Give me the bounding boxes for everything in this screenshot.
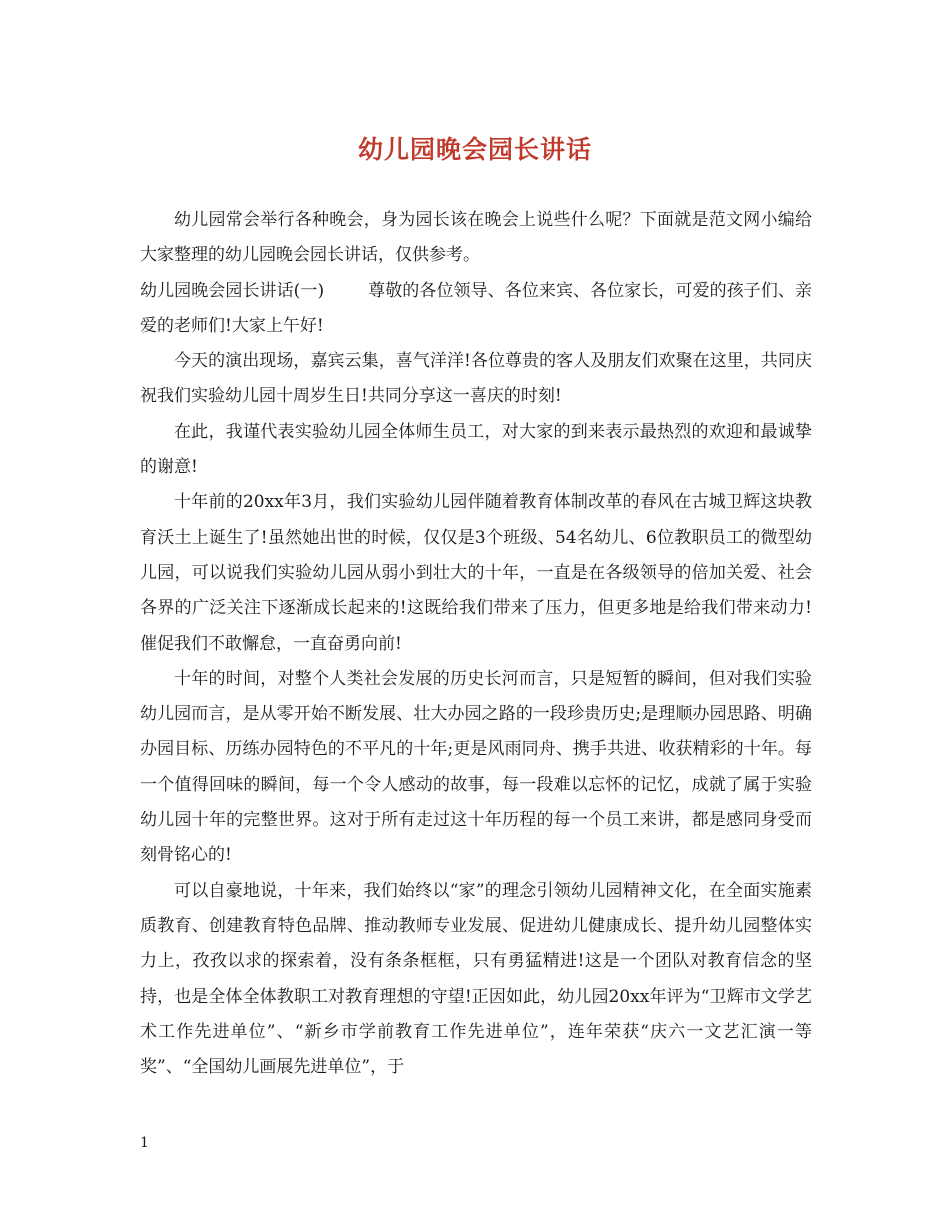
paragraph-welcome: 在此，我谨代表实验幼儿园全体师生员工，对大家的到来表示最热烈的欢迎和最诚挚的谢意!	[140, 421, 812, 478]
section-heading: 幼儿园晚会园长讲话(一)	[140, 280, 325, 301]
paragraph-history: 十年前的20xx年3月，我们实验幼儿园伴随着教育体制改革的春风在古城卫辉这块教育沃土上诞生了!虽然她出世的时候，仅仅是3个班级、54名幼儿、6位教职员工的微型幼儿园，可以说我们实验幼儿园从弱小到壮大的十年，一直是在各级领导的倍加关爱、社会各界的广泛关注下逐渐成长起来的!这既给我们带来了压力，但更多地是给我们带来动力!催促我们不敢懈怠，一直奋勇向前!	[140, 492, 812, 654]
paragraph-celebration: 今天的演出现场，嘉宾云集，喜气洋洋!各位尊贵的客人及朋友们欢聚在这里，共同庆祝我们实验幼儿园十周岁生日!共同分享这一喜庆的时刻!	[140, 351, 812, 407]
paragraph-ten-years: 十年的时间，对整个人类社会发展的历史长河而言，只是短暂的瞬间，但对我们实验幼儿园而言，是从零开始不断发展、壮大办园之路的一段珍贵历史;是理顺办园思路、明确办园目标、历练办园特色的不平凡的十年;更是风雨同舟、携手共进、收获精彩的十年。每一个值得回味的瞬间，每一个令人感动的故事，每一段难以忘怀的记忆，成就了属于实验幼儿园十年的完整世界。这对于所有走过这十年历程的每一个员工来讲，都是感同身受而刻骨铭心的!	[140, 668, 812, 866]
speech-opening	[140, 274, 812, 345]
intro-paragraph: 幼儿园常会举行各种晚会，身为园长该在晚会上说些什么呢？下面就是范文网小编给大家整理的幼儿园晚会园长讲话，仅供参考。	[140, 210, 812, 266]
document-body	[140, 203, 812, 1085]
document-title: 幼儿园晚会园长讲话	[357, 135, 592, 164]
paragraph-achievements: 可以自豪地说，十年来，我们始终以“家”的理念引领幼儿园精神文化，在全面实施素质教育、创建教育特色品牌、推动教师专业发展、促进幼儿健康成长、提升幼儿园整体实力上，孜孜以求的探索着，没有条条框框，只有勇猛精进!这是一个团队对教育信念的坚持，也是全体全体教职工对教育理想的守望!正因如此，幼儿园20xx年评为“卫辉市文学艺术工作先进单位”、“新乡市学前教育工作先进单位”，连年荣获“庆六一文艺汇演一等奖”、“全国幼儿画展先进单位”，于	[140, 880, 812, 1078]
page-number: 1	[140, 1135, 149, 1151]
greeting-text: 尊敬的各位领导、各位来宾、各位家长，可爱的孩子们、亲爱的老师们!大家上午好!	[140, 280, 812, 336]
